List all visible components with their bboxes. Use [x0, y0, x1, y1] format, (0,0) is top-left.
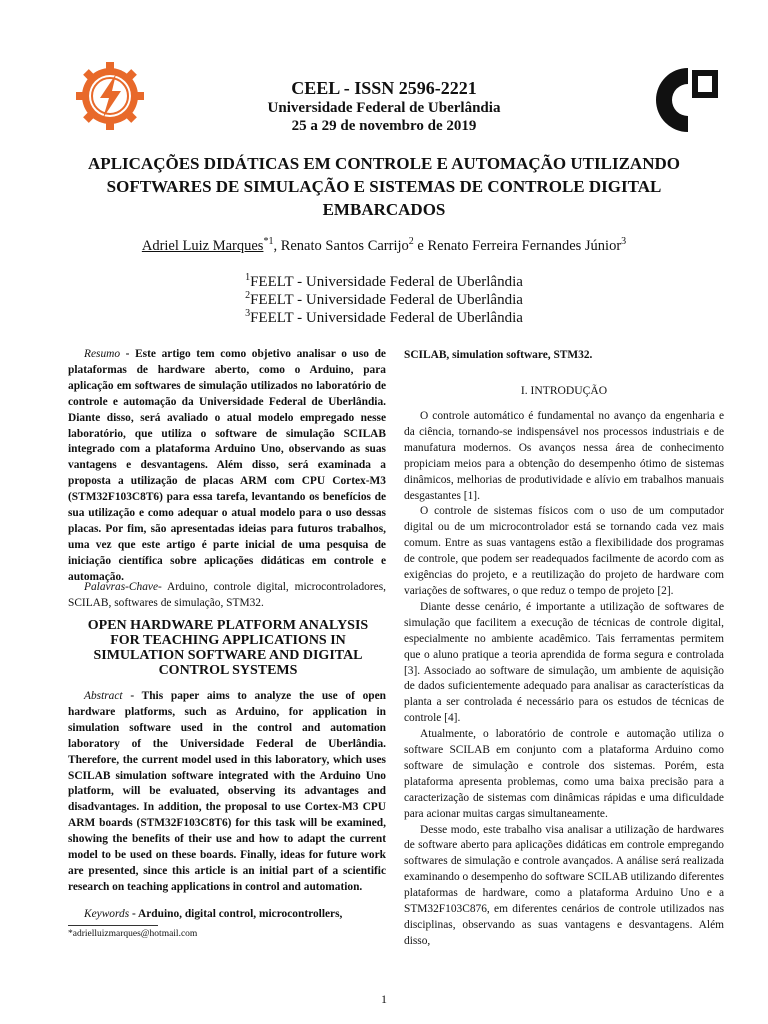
english-title: [68, 618, 388, 678]
intro-paragraph: O controle automático é fundamental no avanço da engenharia e da ciência, tornando-se indispensável nos processos industriais e de manufatura modernos. Os avanços nessa área de conhecimento propiciam meios para a obtenção do desempenho ótimo de sistemas dinâmicos, melhorias de produtividade e alívio em trabalhos manuais desgastantes [1].: [404, 410, 724, 502]
paper-title-line: SOFTWARES DE SIMULAÇÃO E SISTEMAS DE CONTROLE DIGITAL: [106, 177, 662, 196]
keywords-text: - Arduino, digital control, microcontrollers,: [129, 908, 343, 920]
resumo-label: Resumo: [84, 348, 121, 360]
footnote-rule: [68, 925, 158, 926]
affiliation-sup: 3: [245, 308, 251, 319]
abstract-paragraph: [68, 689, 386, 896]
palavras-chave-label: Palavras-Chave: [84, 581, 159, 593]
affiliation-2: [0, 290, 768, 309]
section-title: INTRODUÇÃO: [530, 384, 608, 397]
intro-paragraph: Atualmente, o laboratório de controle e automação utiliza o software SCILAB em conjunto com a plataforma Arduino como software de simulação e controle dos sistemas. Porém, esta plataforma apresenta problemas, como uma baixa precisão para a caracterização de sistemas com dinâmicas rápidas e uma dificuldade para acionar muitas cargas simultaneamente.: [404, 728, 724, 820]
page-number: 1: [381, 992, 387, 1006]
affiliation-sup: 1: [245, 272, 251, 283]
english-title-line: FOR TEACHING APPLICATIONS IN: [110, 633, 346, 648]
author-3-sup: 3: [621, 236, 627, 247]
keywords-label: Keywords: [84, 908, 130, 920]
author-2: , Renato Santos Carrijo: [273, 237, 409, 254]
author-2-sup: 2: [408, 236, 414, 247]
author-3: e Renato Ferreira Fernandes Júnior: [413, 237, 622, 254]
author-1-sup: *1: [263, 236, 274, 247]
keywords-continued: SCILAB, simulation software, STM32.: [404, 349, 593, 361]
conference-title: CEEL - ISSN 2596-2221: [291, 78, 477, 98]
palavras-chave-paragraph: [68, 580, 386, 612]
paper-title: [60, 152, 708, 221]
paper-title-line: EMBARCADOS: [322, 200, 446, 219]
keywords-paragraph: [68, 907, 386, 923]
english-title-line: OPEN HARDWARE PLATFORM ANALYSIS: [87, 618, 369, 633]
affiliation-text: FEELT - Universidade Federal de Uberlândia: [250, 274, 523, 290]
palavras-chave-text: - Arduino, controle digital, microcontroladores, SCILAB, softwares de simulação, STM32.: [68, 581, 386, 609]
affiliation-sup: 2: [245, 290, 251, 301]
english-title-line: SIMULATION SOFTWARE AND DIGITAL: [93, 648, 363, 663]
affiliation-3: [0, 308, 768, 327]
intro-paragraph: O controle de sistemas físicos com o uso de um computador digital ou de um microcontrolador está se tornando cada vez mais comum. Entre as suas vantagens estão a flexibilidade dos programas de controle, que podem ser readequados facilmente de acordo com as exigências do projeto, e a reutilização do projeto de hardware com variações de softwares, o que reduz o tempo de projeto [2].: [404, 505, 724, 597]
footnote: *adrielluizmarques@hotmail.com: [68, 929, 198, 939]
resumo-paragraph: [68, 347, 386, 586]
resumo-text: - Este artigo tem como objetivo analisar o uso de plataformas de hardware aberto, como o Arduino, para aplicação em softwares de simulação utilizados no laboratório de controle e automação da Universidade Federal de Uberlândia. Diante disso, será avaliado o atual modelo empregado nesse laboratório, que utiliza o software de simulação SCILAB integrado com a plataforma Arduino Uno, observando as suas vantagens e desvantagens. Além disso, será examinada a proposta a utilização de placas ARM com CPU Cortex-M3 (STM32F103C8T6) para essa tarefa, levantando os benefícios de sua utilização e como adequar o atual modelo para o uso dessas placas. Por fim, são apresentadas ideias para futuros trabalhos, uma vez que este artigo é parte inicial de uma pesquisa de iniciação científica sobre aplicações didáticas em controle e automação.: [68, 348, 386, 583]
abstract-text: - This paper aims to analyze the use of open hardware platforms, such as Arduino, for application in simulation software used in the control and automation laboratory of the Universidade Federal de Uberlândia. Therefore, the current model used in this laboratory, which uses SCILAB simulation software integrated with the Arduino Uno platform, will be evaluated, observing its advantages and disadvantages. In addition, the proposal to use Cortex-M3 CPU ARM boards (STM32F103C8T6) for this task will be examined, showing the benefits of their use and how to adapt the current model to be used on these boards. Finally, ideas for future work are presented, since this article is an initial part of a scientific research on teaching applications in control and automation.: [68, 690, 386, 893]
conference-dates: 25 a 29 de novembro de 2019: [291, 118, 477, 134]
author-1: Adriel Luiz Marques: [141, 237, 264, 254]
abstract-label: Abstract: [84, 690, 123, 702]
university-name: Universidade Federal de Uberlândia: [267, 100, 501, 116]
paper-title-line: APLICAÇÕES DIDÁTICAS EM CONTROLE E AUTOMAÇÃO UTILIZANDO: [88, 154, 680, 173]
affiliation-text: FEELT - Universidade Federal de Uberlândia: [250, 310, 523, 326]
affiliation-1: [0, 272, 768, 291]
intro-paragraph: Diante desse cenário, é importante a utilização de softwares de simulação que facilitem a execução de técnicas de controle digital, especialmente no ambiente acadêmico. Tais ferramentas permitem que o aluno pratique a teoria aprendida de forma segura e controlada [3]. Associado ao software de simulação, um ambiente de aquisição de dados suficientemente adequado para analisar as características da planta a ser controlada é necessário para os estudos de técnicas de controle [4].: [404, 600, 724, 725]
authors-line: [0, 236, 768, 255]
intro-paragraph: Desse modo, este trabalho visa analisar a utilização de hardwares de software aberto para aplicações didáticas em controle empregando softwares de simulação e controle avançados. A análise será realizada examinando o desempenho do software SCILAB utilizando diferentes plataformas de hardware, como a plataforma Arduino Uno e a STM32F103C876, em diferentes cenários de controle utilizados nas disciplinas, observando as suas vantagens e desvantagens. Além disso,: [404, 823, 724, 947]
section-number: I.: [520, 384, 528, 397]
section-heading: [404, 384, 724, 397]
english-title-line: CONTROL SYSTEMS: [158, 663, 298, 678]
affiliation-text: FEELT - Universidade Federal de Uberlândia: [250, 292, 523, 308]
introduction-body: [404, 409, 724, 950]
